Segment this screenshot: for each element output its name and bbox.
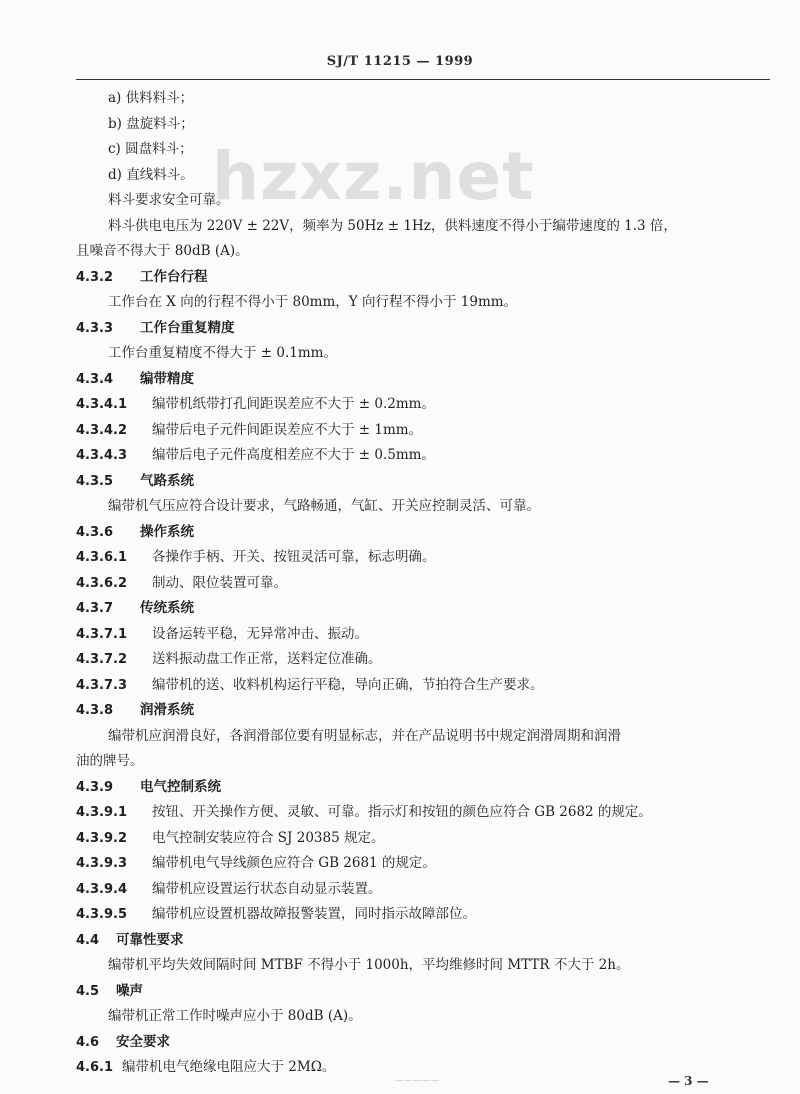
- section-number: 4.3.4: [76, 371, 114, 387]
- document-header: SJ/T 11215 — 1999: [326, 54, 474, 69]
- paragraph-line: [0, 112, 800, 138]
- section-number: 4.3.6.1: [76, 550, 127, 565]
- page-number: — 3 —: [668, 1074, 709, 1088]
- section-heading: [0, 979, 800, 1005]
- line-text: 编带后电子元件高度相差应不大于 ± 0.5mm。: [152, 447, 435, 463]
- line-text: 各操作手柄、开关、按钮灵活可靠，标志明确。: [152, 549, 436, 565]
- section-number: 4.3.9.4: [76, 881, 127, 897]
- line-text: 气路系统: [140, 472, 194, 489]
- paragraph-line: [0, 953, 800, 979]
- line-text: 送料振动盘工作正常，送料定位准确。: [152, 651, 382, 667]
- section-number: 4.3.8: [76, 703, 114, 718]
- line-text: 编带机纸带打孔间距误差应不大于 ± 0.2mm。: [152, 396, 435, 412]
- line-text: 料斗供电电压为 220V ± 22V，频率为 50Hz ± 1Hz，供料速度不得小于编带速度的 1.3 倍，: [108, 217, 677, 234]
- line-text: b) 盘旋料斗；: [108, 115, 194, 132]
- subsection-item: [0, 851, 800, 877]
- section-number: 4.3.4.1: [76, 397, 127, 412]
- subsection-item: [0, 622, 800, 648]
- section-number: 4.3.6.2: [76, 575, 127, 591]
- section-number: 4.6: [76, 1034, 100, 1050]
- section-heading: [0, 775, 800, 801]
- line-text: 编带机的送、收料机构运行平稳，导向正确，节拍符合生产要求。: [152, 676, 544, 693]
- subsection-item: [0, 418, 800, 444]
- paragraph-line: [0, 163, 800, 189]
- subsection-item: [0, 800, 800, 826]
- line-text: 设备运转平稳，无异常冲击、振动。: [152, 625, 368, 642]
- paragraph-line: [0, 749, 800, 775]
- section-heading: [0, 928, 800, 954]
- line-text: 工作台重复精度: [140, 319, 235, 336]
- section-number: 4.6.1: [76, 1060, 114, 1075]
- line-text: 电气控制安装应符合 SJ 20385 规定。: [152, 829, 385, 846]
- section-number: 4.3.7.3: [76, 677, 127, 693]
- paragraph-line: [0, 724, 800, 750]
- line-text: 编带后电子元件间距误差应不大于 ± 1mm。: [152, 421, 423, 438]
- section-number: 4.3.6: [76, 524, 114, 540]
- subsection-item: [0, 826, 800, 852]
- line-text: 料斗要求安全可靠。: [108, 192, 230, 208]
- paragraph-line: [0, 86, 800, 112]
- section-number: 4.3.9.3: [76, 856, 127, 871]
- line-text: 且噪音不得大于 80dB (A)。: [76, 243, 249, 259]
- paragraph-line: [0, 494, 800, 520]
- section-number: 4.3.4.3: [76, 448, 127, 463]
- line-text: 工作台重复精度不得大于 ± 0.1mm。: [108, 345, 337, 361]
- section-heading: [0, 698, 800, 724]
- subsection-item: [0, 902, 800, 928]
- paragraph-line: [0, 1004, 800, 1030]
- subsection-item: [0, 571, 800, 597]
- line-text: 编带机应设置机器故障报警装置，同时指示故障部位。: [152, 906, 476, 922]
- section-number: 4.3.7.2: [76, 652, 127, 667]
- line-text: 编带精度: [140, 370, 194, 387]
- line-text: d) 直线料斗。: [108, 166, 194, 183]
- section-number: 4.5: [76, 983, 100, 999]
- line-text: 操作系统: [140, 523, 194, 540]
- line-text: 编带机应设置运行状态自动显示装置。: [152, 880, 382, 897]
- footer-mark: —————: [395, 1076, 440, 1085]
- line-text: 编带机正常工作时噪声应小于 80dB (A)。: [108, 1008, 362, 1024]
- paragraph-line: [0, 239, 800, 265]
- section-number: 4.3.5: [76, 473, 114, 489]
- line-text: 噪声: [116, 982, 143, 999]
- line-text: 可靠性要求: [116, 931, 184, 948]
- watermark: hzxz.net: [212, 138, 535, 215]
- line-text: a) 供料料斗；: [108, 90, 194, 106]
- subsection-item: [0, 673, 800, 699]
- line-text: 电气控制系统: [140, 778, 221, 795]
- line-text: 编带机电气绝缘电阻应大于 2MΩ。: [122, 1059, 336, 1075]
- section-heading: [0, 520, 800, 546]
- paragraph-line: [0, 290, 800, 316]
- section-number: 4.3.9: [76, 779, 114, 795]
- line-text: 编带机电气导线颜色应符合 GB 2681 的规定。: [152, 855, 436, 871]
- line-text: c) 圆盘料斗；: [108, 141, 193, 157]
- header-rule: [76, 79, 770, 80]
- section-heading: [0, 1030, 800, 1056]
- section-number: 4.4: [76, 932, 100, 948]
- line-text: 安全要求: [116, 1033, 170, 1050]
- section-heading: [0, 265, 800, 291]
- line-text: 润滑系统: [140, 702, 194, 718]
- line-text: 按钮、开关操作方便、灵敏、可靠。指示灯和按钮的颜色应符合 GB 2682 的规定。: [152, 804, 652, 820]
- section-number: 4.3.9.5: [76, 907, 127, 922]
- line-text: 油的牌号。: [76, 753, 144, 769]
- line-text: 工作台在 X 向的行程不得小于 80mm，Y 向行程不得小于 19mm。: [108, 294, 518, 310]
- section-number: 4.3.7.1: [76, 626, 127, 642]
- section-heading: [0, 469, 800, 495]
- section-number: 4.3.3: [76, 320, 114, 336]
- paragraph-line: [0, 341, 800, 367]
- line-text: 传统系统: [140, 600, 194, 616]
- line-text: 工作台行程: [140, 268, 208, 285]
- paragraph-line: [0, 188, 800, 214]
- line-text: 编带机气压应符合设计要求，气路畅通，气缸、开关应控制灵活、可靠。: [108, 498, 540, 514]
- subsection-item: [0, 443, 800, 469]
- document-body: [0, 86, 800, 1081]
- section-heading: [0, 367, 800, 393]
- subsection-item: [0, 877, 800, 903]
- section-number: 4.3.2: [76, 269, 114, 285]
- paragraph-line: [0, 214, 800, 240]
- line-text: 制动、限位装置可靠。: [152, 574, 287, 591]
- subsection-item: [0, 545, 800, 571]
- section-heading: [0, 316, 800, 342]
- subsection-item: [0, 392, 800, 418]
- section-number: 4.3.4.2: [76, 422, 127, 438]
- paragraph-line: [0, 137, 800, 163]
- line-text: 编带机平均失效间隔时间 MTBF 不得小于 1000h，平均维修时间 MTTR 不大于 2h。: [108, 957, 630, 973]
- section-number: 4.3.7: [76, 601, 114, 616]
- section-heading: [0, 596, 800, 622]
- section-number: 4.3.9.2: [76, 830, 127, 846]
- section-number: 4.3.9.1: [76, 805, 127, 820]
- subsection-item: [0, 647, 800, 673]
- line-text: 编带机应润滑良好，各润滑部位要有明显标志，并在产品说明书中规定润滑周期和润滑: [108, 727, 621, 744]
